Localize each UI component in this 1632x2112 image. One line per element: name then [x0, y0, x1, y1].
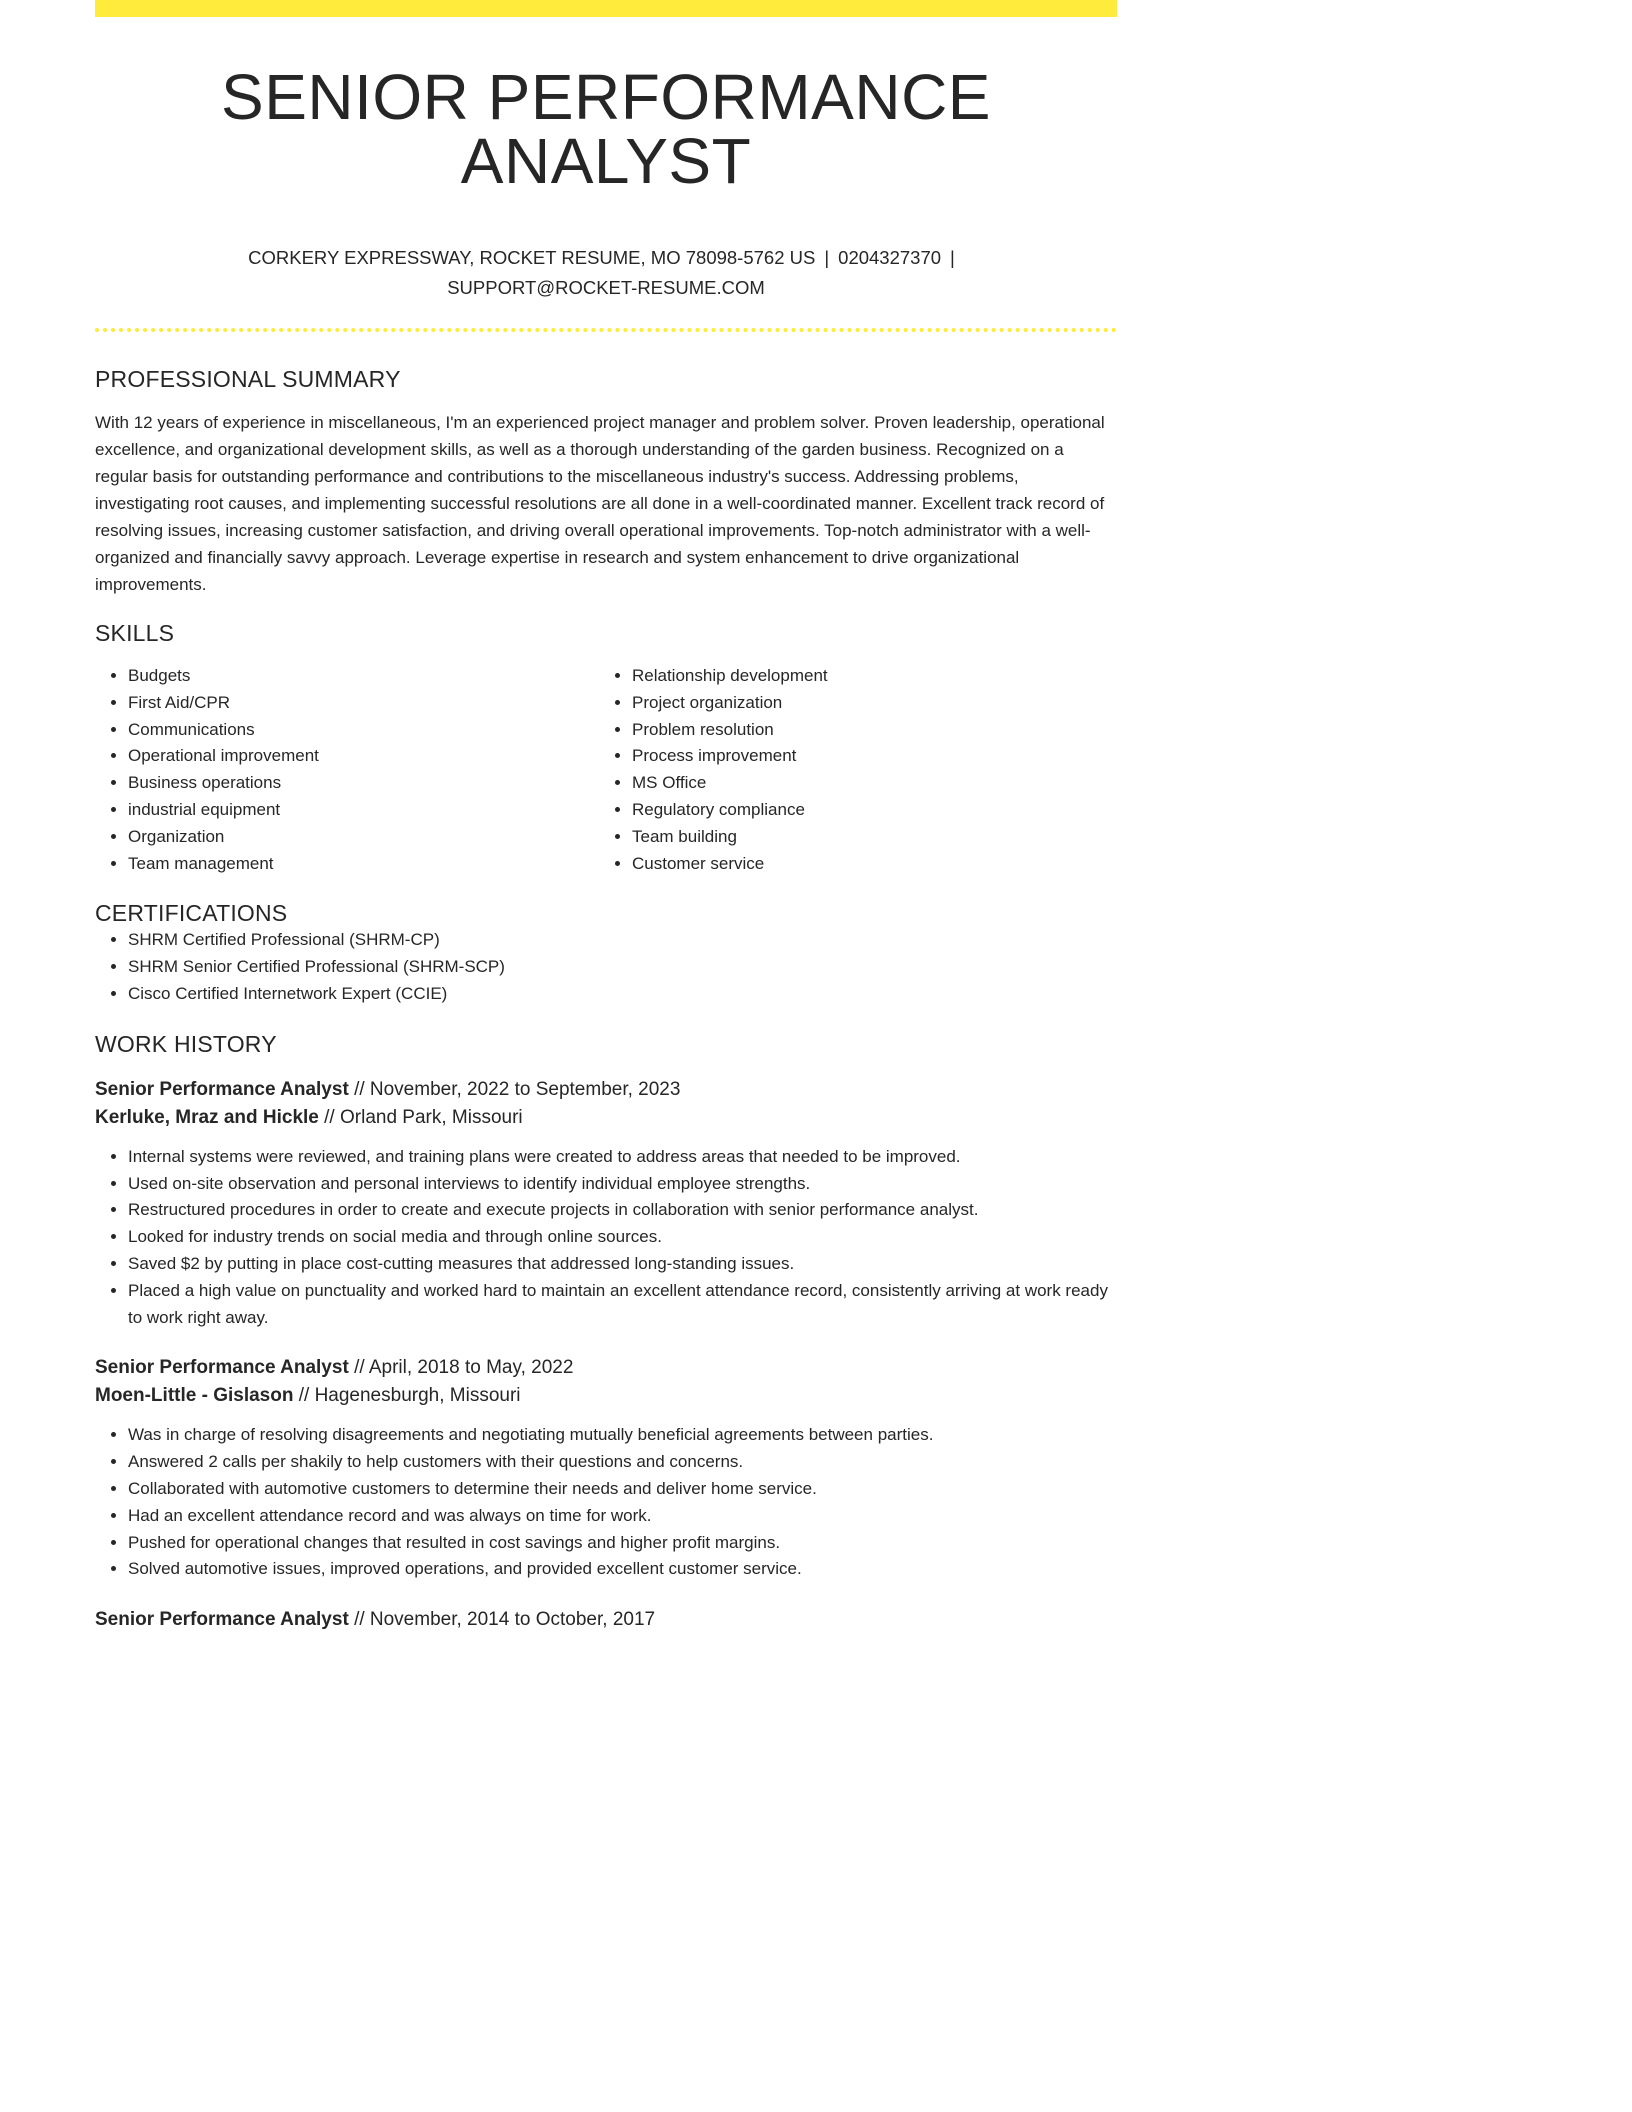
job-dates: // April, 2018 to May, 2022: [354, 1357, 574, 1379]
skill-item: • Organization: [128, 824, 599, 851]
job-duty-item: • Placed a high value on punctuality and worked hard to maintain an excellent attendance record, consistently arriving at work ready to work right away.: [128, 1278, 1117, 1332]
contact-line-1: [95, 243, 1117, 273]
job-duty-item: • Solved automotive issues, improved operations, and provided excellent customer service.: [128, 1556, 1117, 1583]
skills-heading: SKILLS: [95, 620, 175, 646]
job-company-line: [95, 1382, 1117, 1410]
contact-info: [95, 243, 1117, 303]
job-company: Moen-Little - Gislason: [95, 1385, 294, 1407]
job-company-line: [95, 1104, 1117, 1132]
skills-column-left: [95, 663, 599, 877]
job-title: Senior Performance Analyst: [95, 1609, 349, 1631]
job-duties-list: [95, 1144, 1117, 1332]
job-duty-item: • Used on-site observation and personal interviews to identify individual employee strengths.: [128, 1171, 1117, 1198]
skill-item: • Regulatory compliance: [632, 797, 1103, 824]
skill-item: • industrial equipment: [128, 797, 599, 824]
skill-item: • Budgets: [128, 663, 599, 690]
summary-text: With 12 years of experience in miscellaneous, I'm an experienced project manager and problem solver. Proven leadership, operational excellence, and organizational development skills, as well as a thorough understanding of the garden business. Recognized on a regular basis for outstanding performance and contributions to the miscellaneous industry's success. Addressing problems, investigating root causes, and implementing successful resolutions are all done in a well-coordinated manner. Excellent track record of resolving issues, increasing customer satisfaction, and driving overall operational improvements. Top-notch administrator with a well-organized and financially savvy approach. Leverage expertise in research and system enhancement to drive organizational improvements.: [95, 413, 1105, 594]
job-title: Senior Performance Analyst: [95, 1078, 349, 1100]
job-duty-item: • Had an excellent attendance record and was always on time for work.: [128, 1503, 1117, 1530]
skills-grid: [95, 663, 1117, 877]
skills-list-left: [95, 663, 599, 877]
skill-item: • Business operations: [128, 770, 599, 797]
job-location: // Hagenesburgh, Missouri: [298, 1385, 521, 1407]
job-dates: // November, 2014 to October, 2017: [354, 1609, 656, 1631]
skill-item: • Team management: [128, 851, 599, 878]
certification-item: • SHRM Senior Certified Professional (SHRM-SCP): [128, 954, 1117, 981]
job-duty-item: • Internal systems were reviewed, and training plans were created to address areas that needed to be improved.: [128, 1144, 1117, 1171]
contact-phone: 0204327370: [838, 247, 942, 268]
skill-item: • Customer service: [632, 851, 1103, 878]
job-dates: // November, 2022 to September, 2023: [354, 1078, 681, 1100]
job-company: Kerluke, Mraz and Hickle: [95, 1106, 319, 1128]
job-duty-item: • Saved $2 by putting in place cost-cutting measures that addressed long-standing issues.: [128, 1251, 1117, 1278]
job-duties-list: [95, 1422, 1117, 1583]
skill-item: • Project organization: [632, 690, 1103, 717]
job-title-line: [95, 1606, 1117, 1634]
skill-item: • Problem resolution: [632, 717, 1103, 744]
job-duty-item: • Pushed for operational changes that resulted in cost savings and higher profit margins.: [128, 1530, 1117, 1557]
contact-separator: |: [824, 247, 830, 268]
job-duty-item: • Answered 2 calls per shakily to help customers with their questions and concerns.: [128, 1449, 1117, 1476]
accent-top-bar: [95, 0, 1117, 17]
skill-item: • First Aid/CPR: [128, 690, 599, 717]
certification-item: • Cisco Certified Internetwork Expert (CCIE): [128, 981, 1117, 1008]
page-title: SENIOR PERFORMANCE ANALYST: [221, 61, 991, 197]
skill-item: • Operational improvement: [128, 743, 599, 770]
certification-item: • SHRM Certified Professional (SHRM-CP): [128, 927, 1117, 954]
contact-email: SUPPORT@ROCKET-RESUME.COM: [447, 277, 765, 298]
job-duty-item: • Collaborated with automotive customers to determine their needs and deliver home service.: [128, 1476, 1117, 1503]
contact-line-2: [95, 273, 1117, 303]
job-entry: [95, 1354, 1117, 1583]
skill-item: • Communications: [128, 717, 599, 744]
skill-item: • MS Office: [632, 770, 1103, 797]
job-title: Senior Performance Analyst: [95, 1357, 349, 1379]
job-entry: [95, 1076, 1117, 1332]
certifications-list: [95, 927, 1117, 1007]
work-history-heading: WORK HISTORY: [95, 1030, 277, 1057]
skills-list-right: [599, 663, 1103, 877]
job-title-line: [95, 1354, 1117, 1382]
skills-column-right: [599, 663, 1103, 877]
job-duty-item: • Restructured procedures in order to create and execute projects in collaboration with senior performance analyst.: [128, 1197, 1117, 1224]
job-entry: [95, 1606, 1117, 1634]
dotted-divider: [95, 328, 1117, 332]
resume-page: [95, 0, 1117, 1634]
skill-item: • Team building: [632, 824, 1103, 851]
work-history-list: [95, 1076, 1117, 1634]
summary-heading: PROFESSIONAL SUMMARY: [95, 366, 401, 392]
contact-separator: |: [950, 247, 955, 268]
skill-item: • Relationship development: [632, 663, 1103, 690]
contact-address: CORKERY EXPRESSWAY, ROCKET RESUME, MO 78098-5762 US: [248, 247, 816, 268]
skill-item: • Process improvement: [632, 743, 1103, 770]
job-duty-item: • Was in charge of resolving disagreements and negotiating mutually beneficial agreements between parties.: [128, 1422, 1117, 1449]
certifications-heading: CERTIFICATIONS: [95, 900, 288, 927]
job-location: // Orland Park, Missouri: [324, 1106, 523, 1128]
job-title-line: [95, 1076, 1117, 1104]
job-duty-item: • Looked for industry trends on social media and through online sources.: [128, 1224, 1117, 1251]
